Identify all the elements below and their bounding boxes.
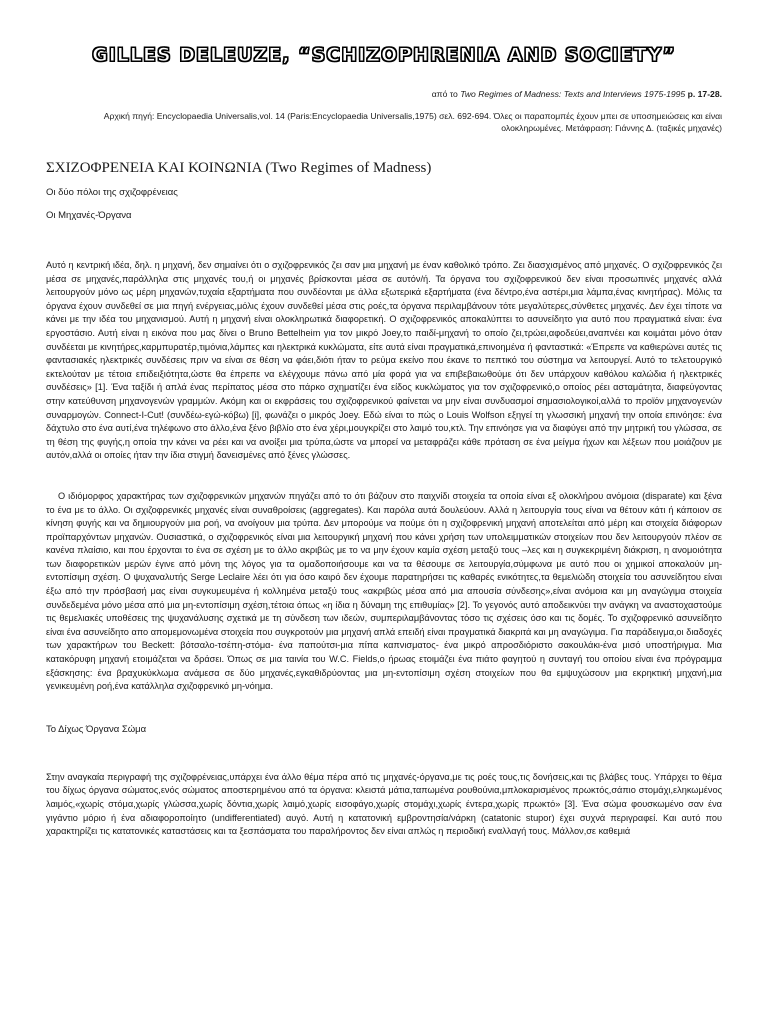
body-paragraph-3: Στην αναγκαία περιγραφή της σχιζοφρένειας,υπάρχει ένα άλλο θέμα πέρα από τις μηχανές-όργανα,με τις ροές τους,τις δονήσεις,και τις βλάβες τους. Υπάρχει το θέμα του δίχως όργανα σώματος,ενός σώματος αποστερημένου από τα όργανα: κλειστά μάτια,ταπωμένα ρουθούνια,μπλοκαρισμένος πρωκτός,σάπιο στομάχι,εληκωμένος λαιμός,«χωρίς στόμα,χωρίς γλώσσα,χωρίς δόντια,χωρίς λαιμό,χωρίς εισοφάγο,χωρίς στομάχι,χωρίς έντερα,χωρίς πρωκτό» [3]. Ένα σώμα φουσκωμένο σαν ένα γιγάντιο μόριο ή ένα αδιαφοροποίητο (undifferentiated) αυγό. Αυτή η κατατονική εμβροντησία/νάρκη (catatonic stupor) έχει συχνά περιγραφεί. Και αυτό που χαρακτηρίζει τις κατατονικές καταστάσεις και τα ξεσπάσματα του παραλήροντος δεν είναι απλώς η περιοδική εναλλαγή τους. Μάλλον,σε καθεμιά [46, 771, 722, 837]
body-paragraph-1: Αυτό η κεντρική ιδέα, δηλ. η μηχανή, δεν σημαίνει ότι ο σχιζοφρενικός ζει σαν μια μηχανή με έναν καθολικό τρόπο. Ζει διασχισμένος από μηχανές. Ο σχιζοφρενικός ζει μέσα σε μηχανές,παράλληλα στις μηχανές του,ή οι μηχανές βρίσκονται μέσα σε αυτόν/ή. Τα όργανα του σχιζοφρενικού δεν είναι προσωπινές μηχανές αλλά λειτουργούν μόνο ως μέρη μηχανών,τυχαία εξαρτήματα που συνδέονται με άλλα εξωτερικά εξαρτήματα (ένα δέντρο,ένα αστέρι,μια λάμπα,ένας κινητήρας). Μόλις τα όργανα έχουν συνδεθεί σε μια πηγή ενέργειας,μόλις έχουν συνδεθεί μέσα στις ροές,τα όργανα περιλαμβάνουν τότε μεγαλύτερες,σύνθετες μηχανές. Δεν έχει τίποτε να κάνει με την ιδέα του μηχανισμού. Αυτή η μηχανή είναι ολοκληρωτικά διαφορετική. Ο σχιζοφρενικός αποκαλύπτει το ασυνείδητο για αυτό που πραγματικά είναι: ένα εργοστάσιο. Αυτή είναι η εικόνα που μας δίνει ο Bruno Bettelheim για τον μικρό Joey,το παιδί-μηχανή το οποίο ζει,τρώει,αφοδεύει,αναπνέει και κοιμάται μόνο όταν συνδέεται με κινητήρες,καρμπυρατέρ,τιμόνια,λάμπες και ηλεκτρικά κυκλώματα, είτε αυτά είναι πραγματικά,επινοημένα ή φανταστικά: «Έπρεπε να καθιερώνει αυτές τις φαντασιακές ηλεκτρικές συνδέσεις πριν να είναι σε θέση να φάει,διότι ήταν το ρεύμα εκείνο που έκανε το πεπτικό του σύστημα να λειτουργεί. Αυτό το τελετουργικό εκτελούταν με τέτοια επιδειξιότητα,ώστε θα έπρεπε να ελέγχουμε πάνω από μία φορά για να επιβεβαιωθούμε ότι δεν υπάρχουν καθόλου καλώδια ή ηλεκτρικές συνδέσεις» [1]. Ένα ταξίδι ή απλά ένας περίπατος μέσα στο πάρκο σχηματίζει ένα είδος κυκλώματος για τον σχιζοφρενικό,ο οποίος ρέει ασταμάτητα, διαφεύγοντας στην κατεύθυνση μηχανογενών γραμμών. Ακόμη και οι εκφράσεις του σχιζοφρενικού φαίνεται να μην είναι συνδυασμοί σημασιολογικοί,αλλά το προϊόν μηχανογενών συναρμογών. Connect-I-Cut! (συνδέω-εγώ-κόβω) [i], φωνάζει ο μικρός Joey. Εδώ είναι το πώς ο Louis Wolfson εξηγεί τη γλωσσική μηχανή την οποία επινόησε: ένα δάχτυλο στο ένα αυτί,ένα τηλέφωνο στο άλλο,ένα ξένο βιβλίο στο ένα χέρι,μουγκρίζει στο λαιμό του,κτλ. Την επινόησε για να διαφύγει από την μητρική του γλώσσα, σε τη θέση της φυγής,η οποία την κάνει να ρέει και να ανοίξει μια τρύπα,ώστε να μπορεί να μεταφράζει κάθε πρόταση σε ένα μείγμα ήχων και λέξεων που μοιάζουν με αυτόν,αλλά οι οποίες ήταν την ίδια στιγμή δανεισμένες από ξένες γλώσσες. [46, 260, 722, 461]
body-paragraph-2: Ο ιδιόμορφος χαρακτήρας των σχιζοφρενικών μηχανών πηγάζει από το ότι βάζουν στο παιχνίδι στοιχεία τα οποία είναι εξ ολοκλήρου ανόμοια (disparate) και ξένα το ένα με το άλλο. Οι σχιζοφρενικές μηχανές είναι συναθροίσεις (aggregates). Και παρόλα αυτά δουλεύουν. Αλλά η λειτουργία τους είναι να θέτουν κάτι ή κάποιον σε κίνηση φυγής και να δημιουργούν μια ροή, να ανοίγουν μια τρύπα. Δεν μπορούμε να πούμε ότι η σχιζοφρενική μηχανή αποτελείται από μέρη και στοιχεία διάφορων προϊπαρχόντων μηχανών. Ουσιαστικά, ο σχιζοφρενικός είναι μια λειτουργική μηχανή που κάνει χρήση των υπολειμματικών στοιχείων που δεν λειτουργούν πλέον σε κανένα πλαίσιο, και που έρχονται το ένα σε σχέση με το άλλο ακριβώς με το να μην έχουν καμία σχέση μεταξύ τους –λες και η συγκεκριμένη διάκριση, η ανομοιότητα των διαφορετικών μερών έγινε από μόνη της λόγος για τα ομαδοποιήσουμε και να τα θέσουμε σε λειτουργία,σύμφωνα με αυτό που οι χημικοί αποκαλούν μη-εντοπίσιμη σχέση. Ο ψυχαναλυτής Serge Leclaire λέει ότι για όσο καιρό δεν έχουμε παρατηρήσει τις καθαρές ενικότητες,τα θεμελιώδη στοιχεία του ασυνείδητου είναι έξω από την πρόσβασή μας είναι συγκυμευμένα ή κολλημένα μεταξύ τους «ακριβώς μέσα από μια απουσία σύνδεσης»,είναι ανόμοια και μη αναγώγιμα στοιχεία συνδεδεμένα μόνο μέσα από μια μη-εντοπίσιμη σχέση,τέτοια όπως «η ίδια η δύναμη της επιθυμίας» [2]. Το γεγονός αυτό αποδεικνύει την ανάγκη να αναστοχαστούμε τις θεμελιακές υποθέσεις της ψυχανάλυσης σχετικά με τη σύνδεση των ιδεών, συμπεριλαμβάνοντας τόσο τις σχέσεις όσο και τις δομές. Το σχιζοφρενικό ασυνείδητο είναι ένα ασυνείδητο απο απομεμονωμένα στοιχεία που συγκροτούν μια μηχανή απλά επειδή είναι πραγματικά διακριτά και μη αναγώγιμα. Για παράδειγμα,οι διαδοχές των χαρακτήρων του Beckett: βότσαλο-τσέπη-στόμα- ένα παπούτσι-μια πίπα καπνισματος- ένα μικρό απροσδιόριστο σακουλάκι-ένα μισό υποστήριγμα. Μια κατακόρυφη μηχανή ετοιμάζεται να δράσει. Όπως σε μια ταινία του W.C. Fields,ο ήρωας ετοιμάζει ένα πιάτο φαγητού η συνταγή του οποίου είναι ένα πρόγραμμα εξάσκησης: ένα βραχυκύκλωμα ανάμεσα σε δύο μηχανές,εγκαθιδρύοντας μια μη-εντοπίσιμη σχέση στοιχείων που θα εμψυχώσουν μια εκρηκτική μηχανή,μια γενικευμένη ροή,ένα κατάλληλα σχιζοφρενικό μη-νόημα. [46, 490, 722, 692]
source-book-title: Two Regimes of Madness: Texts and Interviews 1975-1995 [460, 89, 686, 99]
source-pages: p. 17-28. [685, 89, 722, 99]
section-heading-body-without-organs: Το Δίχως Όργανα Σώμα [46, 723, 147, 735]
section-heading-machines-organs: Οι Μηχανές-Όργανα [46, 210, 132, 221]
document-header-title: GILLES DELEUZE, “SCHIZOPHRENIA AND SOCIETY” [92, 44, 676, 66]
subheading-poles: Οι δύο πόλοι της σχιζοφρένειας [46, 187, 178, 198]
source-citation [46, 88, 722, 100]
document-title: ΣΧΙΖΟΦΡΕΝΕΙΑ ΚΑΙ ΚΟΙΝΩΝΙΑ (Two Regimes of Madness) [46, 160, 432, 176]
source-prefix: από το [431, 89, 461, 99]
source-credits: Αρχική πηγή: Encyclopaedia Universalis,vol. 14 (Paris:Encyclopaedia Universalis,1975) σελ. 692-694. Όλες οι παραπομπές έχουν μπει σε υποσημειώσεις και είναι ολοκληρωμένες. Μετάφραση: Γιάννης Δ. (ταξικές μηχανές) [103, 111, 722, 133]
